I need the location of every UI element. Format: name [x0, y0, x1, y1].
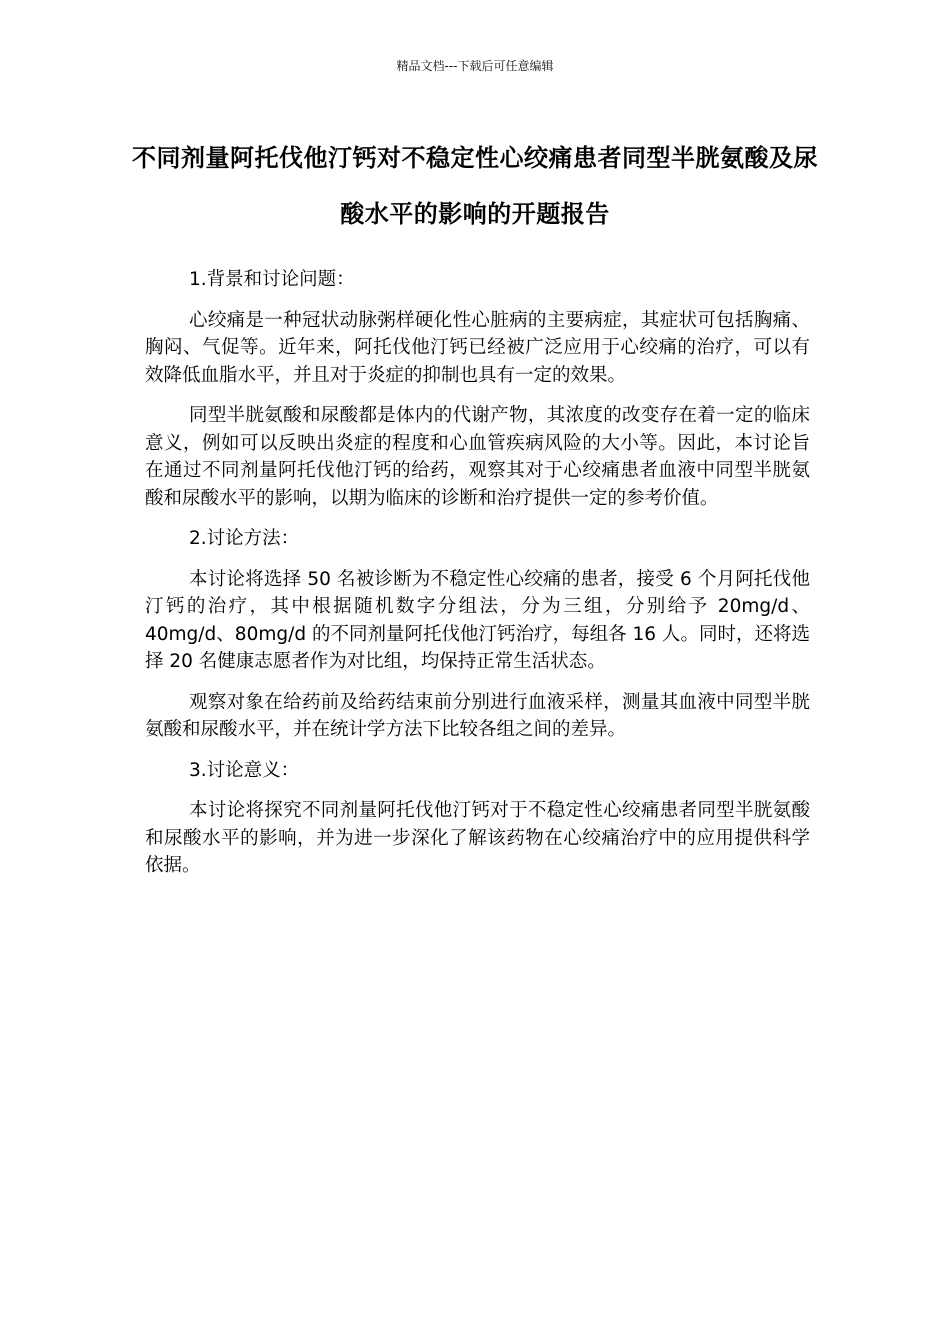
document-title: 不同剂量阿托伐他汀钙对不稳定性心绞痛患者同型半胱氨酸及尿酸水平的影响的开题报告: [132, 144, 818, 228]
paragraph-sampling: 观察对象在给药前及给药结束前分别进行血液采样，测量其血液中同型半胱氨酸和尿酸水平，并在统计学方法下比较各组之间的差异。: [145, 691, 810, 740]
paragraph-significance: 本讨论将探究不同剂量阿托伐他汀钙对于不稳定性心绞痛患者同型半胱氨酸和尿酸水平的影响，并为进一步深化了解该药物在心绞痛治疗中的应用提供科学依据。: [145, 800, 810, 876]
section-heading-methods: 2.讨论方法：: [189, 528, 300, 549]
paragraph-research-purpose: 同型半胱氨酸和尿酸都是体内的代谢产物，其浓度的改变存在着一定的临床意义，例如可以反映出炎症的程度和心血管疾病风险的大小等。因此，本讨论旨在通过不同剂量阿托伐他汀钙的给药，观察其对于心绞痛患者血液中同型半胱氨酸和尿酸水平的影响，以期为临床的诊断和治疗提供一定的参考价值。: [145, 405, 810, 509]
section-heading-significance: 3.讨论意义：: [189, 759, 300, 781]
paragraph-angina-intro: 心绞痛是一种冠状动脉粥样硬化性心脏病的主要病症，其症状可包括胸痛、胸闷、气促等。近年来，阿托伐他汀钙已经被广泛应用于心绞痛的治疗，可以有效降低血脂水平，并且对于炎症的抑制也具有一定的效果。: [145, 309, 810, 386]
page-header: 精品文档---下载后可任意编辑: [396, 59, 554, 73]
section-heading-background: 1.背景和讨论问题：: [189, 269, 355, 290]
document-body: [145, 266, 810, 893]
paragraph-study-design: 本讨论将选择 50 名被诊断为不稳定性心绞痛的患者，接受 6 个月阿托伐他汀钙的治疗，其中根据随机数字分组法，分为三组，分别给予 20mg/d、40mg/d、80mg/d 的不同剂量阿托伐他汀钙治疗，每组各 16 人。同时，还将选择 20 名健康志愿者作为对比组，均保持正常生活状态。: [145, 568, 810, 672]
